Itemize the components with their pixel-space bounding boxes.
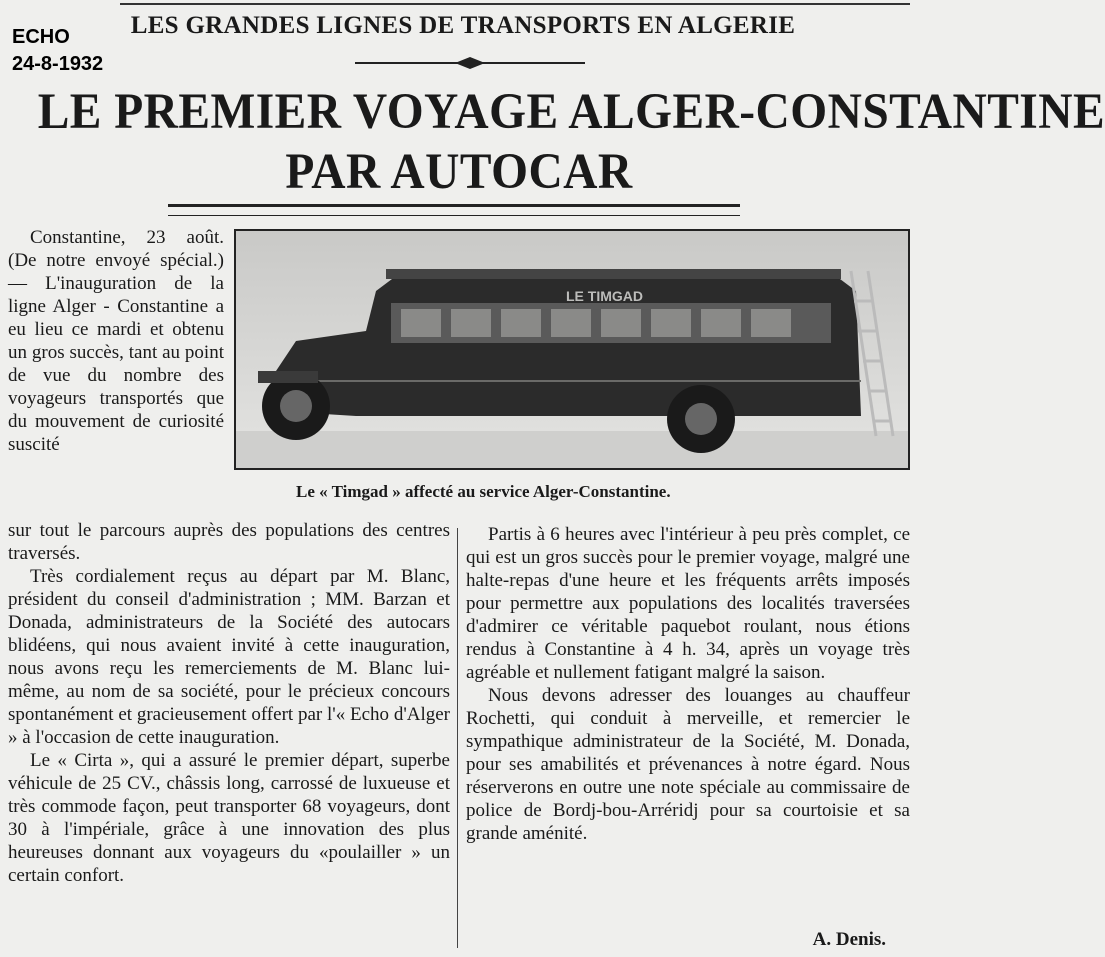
paragraph-journey: Partis à 6 heures avec l'intérieur à peu près complet, ce qui est un gros succès pour le premier voyage, malgré une halte-repas d'une heure et les fréquents arrêts imposés pour permettre aux populations des localités traversées d'admirer ce véritable paquebot roulant, nous étions rendus à Constantine à 4 h. 34, après un voyage très agréable et nullement fatigant malgré la saison.	[466, 524, 910, 683]
author-signature: A. Denis.	[812, 929, 886, 950]
paragraph-vehicle: Le « Cirta », qui a assuré le premier départ, superbe véhicule de 25 CV., châssis long, carrossé de luxueuse et très commode façon, peut transporter 68 voyageurs, dont 30 à l'impériale, grâce à une innovation des plus heureuses donnant aux voyageurs du «poulailler » un certain confort.	[8, 750, 450, 886]
stamp-date: 24-8-1932	[12, 53, 104, 75]
photo-caption: Le « Timgad » affecté au service Alger-Constantine.	[296, 482, 671, 501]
ornament-divider	[355, 56, 585, 70]
bus-illustration	[236, 231, 908, 468]
headline-line-2: PAR AUTOCAR	[285, 144, 633, 200]
right-column	[466, 523, 910, 845]
lead-continued: sur tout le parcours auprès des populations des centres traversés.	[8, 520, 450, 564]
bus-sign: LE TIMGAD	[566, 288, 643, 304]
article-kicker: LES GRANDES LIGNES DE TRANSPORTS EN ALGERIE	[130, 12, 796, 39]
stamp-source: ECHO	[12, 26, 70, 48]
paragraph-thanks: Nous devons adresser des louanges au chauffeur Rochetti, qui conduit à merveille, et remercier le sympathique administrateur de la Société, M. Donada, pour ses amabilités et prévenances à notre égard. Nous réserverons en outre une note spéciale au commissaire de police de Bordj-bou-Arréridj pour sa courtoisie et sa grande aménité.	[466, 685, 910, 844]
article-headline	[37, 82, 1105, 202]
lead-text: Constantine, 23 août. (De notre envoyé spécial.) — L'inauguration de la ligne Alger - Constantine a eu lieu ce mardi et obtenu un gros succès, tant au point de vue du nombre des voyageurs transportés que du mouvement de curiosité suscité	[8, 227, 224, 455]
lead-paragraph	[8, 226, 224, 456]
paragraph-reception: Très cordialement reçus au départ par M. Blanc, président du conseil d'administration ; MM. Barzan et Donada, administrateurs de la Société des autocars blidéens, qui nous avaient invité à cette inauguration, nous avons reçu les remerciements de M. Blanc lui-même, au nom de sa société, pour le précieux concours spontanément et gracieusement offert par l'« Echo d'Alger » à l'occasion de cette inauguration.	[8, 566, 450, 748]
headline-line-1: LE PREMIER VOYAGE ALGER-CONSTANTINE	[37, 84, 1105, 140]
bus-photo	[234, 229, 910, 470]
left-column	[8, 519, 450, 887]
top-rule	[120, 3, 910, 5]
column-divider	[457, 528, 458, 948]
archive-stamp	[12, 24, 103, 78]
headline-rule	[168, 204, 740, 216]
